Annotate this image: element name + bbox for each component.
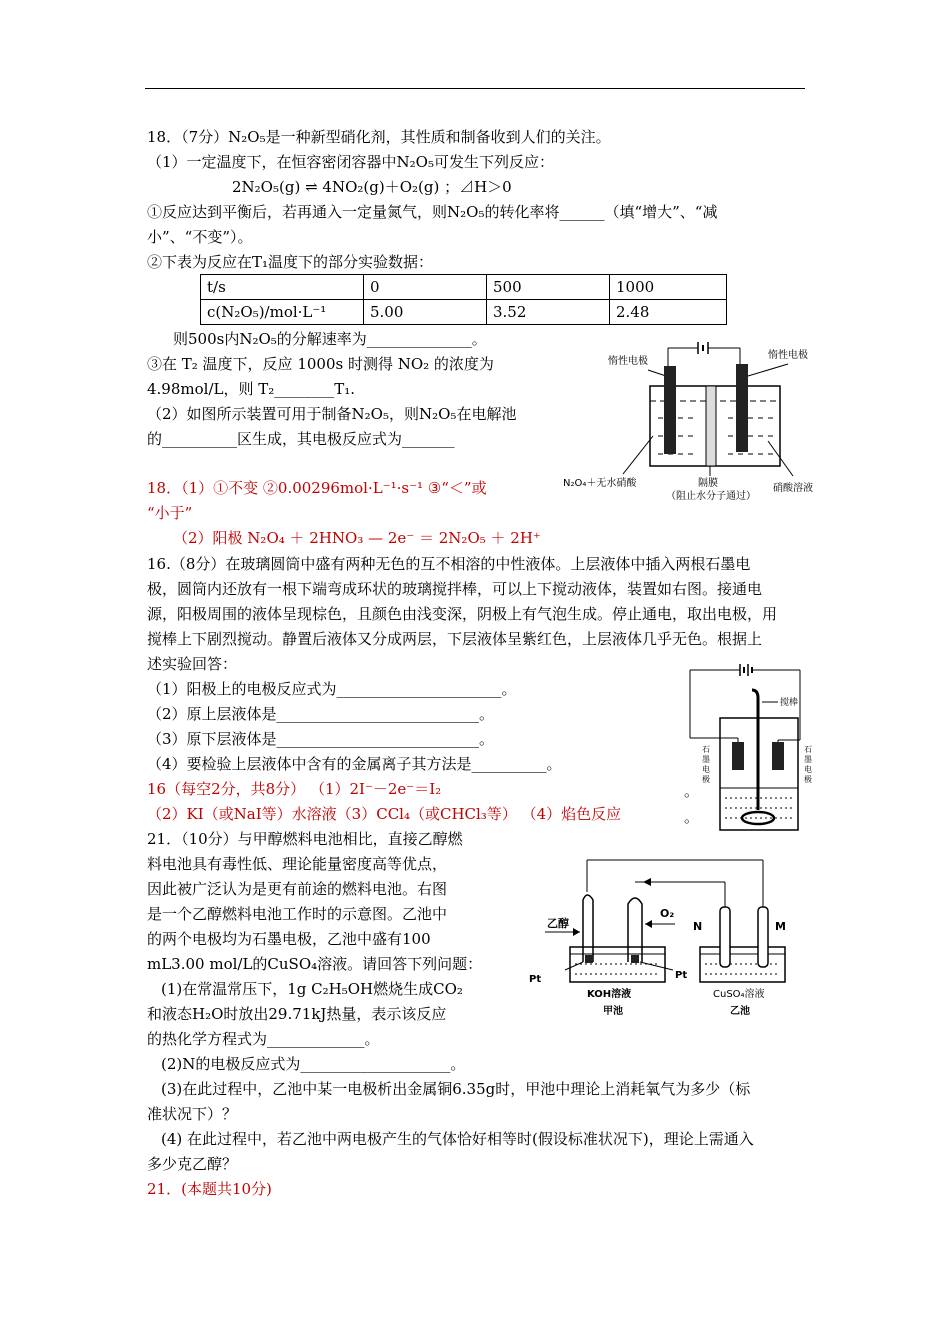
q21-answer: 21．(本题共10分) <box>147 1180 272 1198</box>
fig-ethanol-label: 乙醇 <box>547 917 569 930</box>
fig-n-label: N <box>693 920 703 933</box>
fig-cell-b-label: 乙池 <box>730 1006 750 1017</box>
fig-graphite-left-label: 石墨电极 <box>702 745 710 784</box>
q16-dot-1: 。 <box>684 782 700 800</box>
table-row <box>201 300 727 325</box>
q18-sub1-b: 小”、“不变”）。 <box>147 228 253 246</box>
q16-question-2: （2）原上层液体是___________________________。 <box>147 705 495 723</box>
q18-sub3-b: 4.98mol/L，则 T₂________T₁. <box>147 380 356 398</box>
q18-rate: 则500s内N₂O₅的分解速率为______________。 <box>173 330 487 348</box>
q18-sub3-a: ③在 T₂ 温度下，反应 1000s 时测得 NO₂ 的浓度为 <box>147 355 494 373</box>
table-cell: 3.52 <box>487 300 610 325</box>
fig-cell-a-label: 甲池 <box>603 1006 623 1017</box>
q16-question-3: （3）原下层液体是___________________________。 <box>147 730 495 748</box>
q21-line-6: mL3.00 mol/L的CuSO₄溶液。请回答下列问题： <box>147 955 483 973</box>
q16-line-3: 源，阳极周围的液体呈现棕色，且颜色由浅变深，阴极上有气泡生成。停止通电，取出电极，用 <box>147 605 778 623</box>
q16-line-4: 搅棒上下剧烈搅动。静置后液体又分成两层，下层液体呈紫红色，上层液体几乎无色。根据上 <box>147 630 763 648</box>
fig-label-left-electrode: 惰性电极 <box>608 356 648 367</box>
q16-glass-cylinder-figure <box>680 660 815 835</box>
fig-label-right-electrode: 惰性电极 <box>768 350 808 361</box>
q16-answer-1: 16（每空2分，共8分） （1）2I⁻－2e⁻＝I₂ <box>147 780 442 798</box>
q21-line-12: 准状况下）？ <box>147 1105 238 1123</box>
q18-data-table <box>200 274 727 325</box>
fig-label-n2o4: N₂O₄＋无水硝酸 <box>563 478 637 489</box>
table-cell: 2.48 <box>610 300 727 325</box>
q18-sub2: ②下表为反应在T₁温度下的部分实验数据： <box>147 253 434 271</box>
q18-sub1-a: ①反应达到平衡后，若再通入一定量氮气，则N₂O₅的转化率将______（填“增大”、“减 <box>147 203 718 221</box>
q18-p2-b: 的__________区生成，其电极反应式为_______ <box>147 430 455 448</box>
q18-electrolysis-figure <box>558 336 828 506</box>
q18-answer-b: “小于” <box>147 504 193 522</box>
q21-line-4: 是一个乙醇燃料电池工作时的示意图。乙池中 <box>147 905 448 923</box>
q21-line-1: 21．（10分）与甲醇燃料电池相比，直接乙醇燃 <box>147 830 463 848</box>
q21-line-13: (4) 在此过程中，若乙池中两电极产生的气体恰好相等时(假设标准状况下)，理论上需通入 <box>161 1130 754 1148</box>
table-cell: c(N₂O₅)/mol·L⁻¹ <box>201 300 364 325</box>
fig-pt-right: Pt <box>675 970 688 981</box>
q18-p2-a: （2）如图所示装置可用于制备N₂O₅，则N₂O₅在电解池 <box>147 405 517 423</box>
q21-line-14: 多少克乙醇？ <box>147 1155 238 1173</box>
q16-question-4: （4）要检验上层液体中含有的金属离子其方法是__________。 <box>147 755 562 773</box>
header-rule <box>145 88 805 89</box>
q18-answer-c: （2）阳极 N₂O₄ ＋ 2HNO₃ — 2e⁻ ＝ 2N₂O₅ ＋ 2H⁺ <box>173 529 541 547</box>
q16-line-5: 述实验回答： <box>147 655 238 673</box>
fig-graphite-right-label: 石墨电极 <box>804 745 812 784</box>
fig-label-membrane: 隔膜 <box>698 478 718 489</box>
fig-pt-left: Pt <box>529 974 542 985</box>
q21-line-2: 料电池具有毒性低、理论能量密度高等优点， <box>147 855 448 873</box>
fig-stir-label: 搅棒 <box>780 698 799 708</box>
fig-label-membrane-note: （阻止水分子通过） <box>666 491 756 502</box>
q18-equation: 2N₂O₅(g) ⇌ 4NO₂(g)＋O₂(g) ；⊿H＞0 <box>232 178 512 196</box>
table-row <box>201 275 727 300</box>
q16-line-2: 极，圆筒内还放有一根下端弯成环状的玻璃搅拌棒，可以上下搅动液体，装置如右图。接通电 <box>147 580 763 598</box>
q18-p1: （1）一定温度下，在恒容密闭容器中N₂O₅可发生下列反应： <box>147 153 554 171</box>
table-cell: 1000 <box>610 275 727 300</box>
q18-answer-a: 18．（1）①不变 ②0.00296mol·L⁻¹·s⁻¹ ③“＜”或 <box>147 479 487 497</box>
table-cell: 0 <box>364 275 487 300</box>
q21-line-8: 和液态H₂O时放出29.71kJ热量，表示该反应 <box>147 1005 447 1023</box>
q21-line-10: (2)N的电极反应式为____________________。 <box>161 1055 466 1073</box>
fig-koh-label: KOH溶液 <box>587 989 632 1000</box>
q16-line-1: 16.（8分）在玻璃圆筒中盛有两种无色的互不相溶的中性液体。上层液体中插入两根石墨电 <box>147 555 751 573</box>
q21-line-9: 的热化学方程式为_____________。 <box>147 1030 380 1048</box>
q21-line-11: (3)在此过程中，乙池中某一电极析出金属铜6.35g时，甲池中理论上消耗氧气为多少（标 <box>161 1080 751 1098</box>
fig-label-nitric-acid: 硝酸溶液 <box>773 483 813 494</box>
fig-cuso4-label: CuSO₄溶液 <box>713 989 765 1000</box>
q16-answer-2: （2）KI（或NaI等）水溶液（3）CCl₄（或CHCl₃等） （4）焰色反应 <box>147 805 622 823</box>
q21-line-3: 因此被广泛认为是更有前途的燃料电池。右图 <box>147 880 448 898</box>
q16-question-1: （1）阳极上的电极反应式为______________________。 <box>147 680 517 698</box>
q18-title: 18．（7分）N₂O₅是一种新型硝化剂，其性质和制备收到人们的关注。 <box>147 128 611 146</box>
fig-m-label: M <box>775 920 786 933</box>
q21-fuel-cell-figure <box>525 852 800 1027</box>
q16-dot-2: 。 <box>684 808 700 826</box>
fig-o2-label: O₂ <box>660 907 675 920</box>
table-cell: 5.00 <box>364 300 487 325</box>
table-cell: t/s <box>201 275 364 300</box>
table-cell: 500 <box>487 275 610 300</box>
q21-line-7: (1)在常温常压下，1g C₂H₅OH燃烧生成CO₂ <box>161 980 463 998</box>
q21-line-5: 的两个电极均为石墨电极，乙池中盛有100 <box>147 930 431 948</box>
